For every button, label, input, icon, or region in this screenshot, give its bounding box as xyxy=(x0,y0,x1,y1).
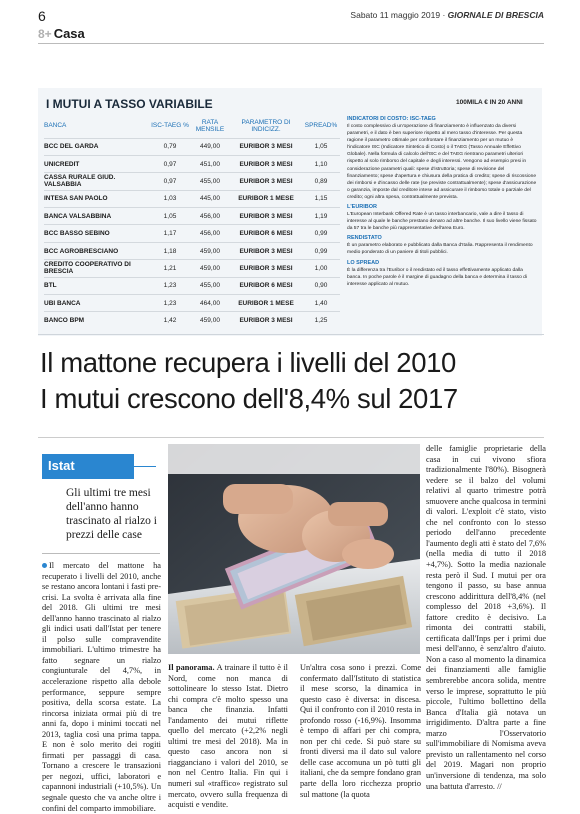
bank-name: BTL xyxy=(44,277,150,294)
monthly-payment-value: 451,00 xyxy=(190,155,230,172)
rates-panel-note: 100MILA € IN 20 ANNI xyxy=(456,99,523,106)
glossary-text: L'European Interbank Offered Rate è un tasso interbancario, vale a dire il tasso di interesse al quale le banche prestano denaro ad altre banche. Il suo livello viene fissato da 57 tra le banche più rappresentative dell'area Euro. xyxy=(347,212,537,232)
panel-divider xyxy=(38,334,544,335)
monthly-payment-value: 456,00 xyxy=(190,208,230,225)
article-column-2 xyxy=(168,663,288,811)
rates-table xyxy=(44,116,340,329)
bank-name: UBI BANCA xyxy=(44,295,150,312)
glossary-heading: LO SPREAD xyxy=(347,259,380,266)
bank-name: BCC AGROBRESCIANO xyxy=(44,242,150,259)
column-header-index-parameter: PARAMETRO DI INDICIZZ. xyxy=(241,118,291,133)
isc-taeg-value: 1,05 xyxy=(150,208,190,225)
rates-table-header xyxy=(44,116,340,138)
header-dateline xyxy=(350,10,544,20)
kicker-rule xyxy=(134,466,156,467)
summary-divider xyxy=(42,553,160,554)
glossary-text: È un parametro elaborato e pubblicato dalla Banca d'Italia. Rappresenta il rendimento medio ponderato di un paniere di titoli pubblici. xyxy=(347,243,533,256)
monthly-payment-value: 455,00 xyxy=(190,277,230,294)
isc-taeg-value: 1,18 xyxy=(150,242,190,259)
monthly-payment-value: 459,00 xyxy=(190,312,230,329)
glossary-heading: RENDISTATO xyxy=(347,235,382,242)
index-parameter-value: EURIBOR 3 MESI xyxy=(230,312,302,329)
isc-taeg-value: 1,42 xyxy=(150,312,190,329)
column-header-monthly-payment: RATA MENSILE xyxy=(195,118,225,133)
bank-name: BCC BASSO SEBINO xyxy=(44,225,150,242)
isc-taeg-value: 0,97 xyxy=(150,173,190,190)
article-column-3 xyxy=(300,663,421,800)
spread-value: 0,89 xyxy=(302,173,340,190)
table-row xyxy=(44,312,340,329)
spread-value: 0,99 xyxy=(302,242,340,259)
header-divider xyxy=(38,43,544,44)
monthly-payment-value: 459,00 xyxy=(190,242,230,259)
isc-taeg-value: 1,23 xyxy=(150,277,190,294)
glossary-text: È la differenza tra l'Euribor o il rendistato ed il tasso effettivamente applicato dalla banca. In poche parole è il margine di guadagno della banca e determina il tasso di interesse applicato al mutuo. xyxy=(347,267,527,287)
monthly-payment-value: 449,00 xyxy=(190,138,230,155)
index-parameter-value: EURIBOR 1 MESE xyxy=(230,190,302,207)
column-header-spread: SPREAD% xyxy=(304,122,338,130)
article-column-1 xyxy=(42,561,161,814)
article-photo xyxy=(168,444,420,654)
column-header-isc-taeg: ISC-TAEG % xyxy=(151,122,189,130)
index-parameter-value: EURIBOR 3 MESI xyxy=(230,155,302,172)
bank-name: BCC DEL GARDA xyxy=(44,138,150,155)
bullet-icon xyxy=(42,563,47,568)
index-parameter-value: EURIBOR 3 MESI xyxy=(230,173,302,190)
section-name: Casa xyxy=(53,26,85,41)
table-row xyxy=(44,242,340,259)
section-label xyxy=(38,26,85,41)
article-text: Un'altra cosa sono i prezzi. Come confermato dall'Istituto di statistica il mese scorso, la dinamica in questo caso è diversa: in discesa. Qui il confronto con il 2010 resta in profondo rosso (-16,9%). Insomma è tempo di affari per chi compra, non per chi cede. Si può stare su fronti diversi ma il dato sul valore delle case accomuna un pò tutti gli italiani, che da sempre fondano gran parte della loro ricchezza proprio sul mattone (la quota xyxy=(300,663,421,799)
glossary-text: Il costo complessivo di un'operazione di finanziamento è influenzato da diversi parametri, e il dato è ben superiore rispetto al mero tasso d'interesse. Per questa ragione il parametro ottimale per confrontare il finanziamento per un mutuo è l'indicatore ISC (Indicatore Sintetico di Costo) o il TAEG (Tasso Annuale Effettivo Globale). Nella formula di calcolo dell'ISC e del TAEG rientrano parametri ulteriori rispetto al solo rimborso del capitale e degli interessi. Vengono ad esempio presi in considerazione parametri quali: spese d'istruttoria; spese di revisione del finanziamento; spese d'apertura e chiusura della pratica di credito; spese di riscossione dei rimborsi e d'incasso delle rate (se previste contrattualmente); spese d'assicurazione o garanzia, imposte dal creditore intese ad assicurare il rimborso totale o parziale del credito; ogni altra spesa, contrattualmente prevista. xyxy=(347,124,537,200)
page-header xyxy=(0,0,580,40)
bank-name: CASSA RURALE GIUD. VALSABBIA xyxy=(44,173,150,190)
table-row xyxy=(44,208,340,225)
header-date: Sabato 11 maggio 2019 xyxy=(350,10,441,20)
bank-name: INTESA SAN PAOLO xyxy=(44,190,150,207)
index-parameter-value: EURIBOR 6 MESI xyxy=(230,225,302,242)
article-kicker: Istat xyxy=(48,458,75,473)
spread-value: 1,19 xyxy=(302,208,340,225)
index-parameter-value: EURIBOR 3 MESI xyxy=(230,260,302,277)
article-text: delle famiglie proprietarie della casa in cui vivono sfiora tradizionalmente l'80%). Bisognerà vedere se il balzo del volumi relativi al quarto trimestre potrà smuovere anche qualcosa in termini di valori. L'exploit c'è stato, visto che nel confronto con lo stesso periodo dell'anno precedente l'aumento degli atti è stato del 7,6% (nella media di tutto il 2018 +4,7%). Sotto la media nazionale resta però il Sud. I mutui per ora tengono il passo, su base annua crescono addirittura dell'8,4% (nel complesso del 2018 +3,6%). Il fattore credito è decisivo. La rimonta dei contratti stabili, certificata dall'Inps per i primi due mesi dell'anno, è senz'altro d'aiuto. Non a caso al momento la dinamica dei finanziamenti alle famiglie sembrerebbe ancora solida, mentre verso le imprese, soprattutto le più piccole, l'ultimo bollettino della Banca d'Italia già notava un irrigidimento. D'altra parte a fine marzo l'Osservatorio sull'immobiliare di Nomisma aveva previsto un rallentamento nel corso del 2019. Magari non proprio un'inversione di tendenza, ma solo una battuta d'arresto. xyxy=(426,444,546,791)
headline-divider xyxy=(38,437,544,438)
rates-panel-title: I MUTUI A TASSO VARIABILE xyxy=(46,97,213,111)
index-parameter-value: EURIBOR 3 MESI xyxy=(230,242,302,259)
bank-name: CREDITO COOPERATIVO DI BRESCIA xyxy=(44,260,150,277)
table-row xyxy=(44,225,340,242)
article-summary: Gli ultimi tre mesi dell'anno hanno trascinato al rialzo i prezzi delle case xyxy=(66,487,158,541)
article-column-4 xyxy=(426,444,546,792)
spread-value: 1,00 xyxy=(302,260,340,277)
column-header-bank: BANCA xyxy=(44,122,67,130)
headline-line-1: Il mattone recupera i livelli del 2010 xyxy=(40,347,456,378)
newspaper-name: GIORNALE DI BRESCIA xyxy=(447,10,544,20)
page-number: 6 xyxy=(38,8,46,24)
header-separator: · xyxy=(442,10,446,20)
table-row xyxy=(44,155,340,172)
euro-banknotes-photo xyxy=(168,444,420,654)
isc-taeg-value: 1,03 xyxy=(150,190,190,207)
index-parameter-value: EURIBOR 3 MESI xyxy=(230,208,302,225)
article-headline xyxy=(40,345,550,417)
glossary-heading: INDICATORI DI COSTO: ISC-TAEG xyxy=(347,116,436,122)
headline-line-2: I mutui crescono dell'8,4% sul 2017 xyxy=(40,383,458,414)
table-row xyxy=(44,295,340,312)
isc-taeg-value: 0,97 xyxy=(150,155,190,172)
table-row xyxy=(44,260,340,277)
rates-table-body xyxy=(44,138,340,329)
glossary-column xyxy=(347,116,537,288)
photo-caption-lead: Il panorama. xyxy=(168,663,215,672)
table-row xyxy=(44,190,340,207)
bank-name: BANCA VALSABBINA xyxy=(44,208,150,225)
index-parameter-value: EURIBOR 6 MESI xyxy=(230,277,302,294)
glossary-heading: L'EURIBOR xyxy=(347,204,378,211)
monthly-payment-value: 456,00 xyxy=(190,225,230,242)
spread-value: 1,15 xyxy=(302,190,340,207)
article-text: Il mercato del mattone ha recuperato i livelli del 2010, anche se restano ancora lontani i fasti pre-crisi. La svolta è arrivata alla fine del 2018. Gli ultimi tre mesi dell'anno hanno trascinato al rialzo gli indici usati dall'Istat per tenere il polso sulle compravendite immobiliari. L'ultimo trimestre ha fatto segnare un rialzo congiunturale del 4,7%, in accelerazione rispetto alla debole performance, seppure sempre positiva, della scorsa estate. La rincorsa iniziata ormai più di tre anni fa, dopo i minimi toccati nel 2013, taglia così una prima tappa. E non è solo merito dei rogiti firmati per passaggi di casa. Tornano a crescere le transazioni per negozi, uffici, laboratori e capannoni industriali (+10,5%). Un segnale questo che va anche oltre i confini del comparto immobiliare. xyxy=(42,561,161,813)
monthly-payment-value: 445,00 xyxy=(190,190,230,207)
spread-value: 0,90 xyxy=(302,277,340,294)
spread-value: 1,10 xyxy=(302,155,340,172)
monthly-payment-value: 455,00 xyxy=(190,173,230,190)
spread-value: 0,99 xyxy=(302,225,340,242)
section-logo: 8+ xyxy=(38,26,52,41)
table-row xyxy=(44,138,340,155)
table-row xyxy=(44,277,340,294)
article-text: A trainare il tutto è il Nord, come non manca di sottolineare lo stesso Istat. Dietro chi compra c'è molto spesso una banca che finanzia. Infatti l'andamento dei mutui riflette quello del mercato (+2,2% negli ultimi tre mesi del 2018). Ma in questo caso ancora non si riagganciano i valori del 2010, se non nel Centro Italia. Fin qui i numeri sul «traffico» registrato sul mercato, ovvero sulla frequenza di acquisti e vendite. xyxy=(168,663,288,810)
table-row xyxy=(44,173,340,190)
spread-value: 1,05 xyxy=(302,138,340,155)
monthly-payment-value: 459,00 xyxy=(190,260,230,277)
isc-taeg-value: 0,79 xyxy=(150,138,190,155)
index-parameter-value: EURIBOR 1 MESE xyxy=(230,295,302,312)
monthly-payment-value: 464,00 xyxy=(190,295,230,312)
article-end-mark: // xyxy=(497,781,502,791)
bank-name: UNICREDIT xyxy=(44,155,150,172)
index-parameter-value: EURIBOR 3 MESI xyxy=(230,138,302,155)
isc-taeg-value: 1,23 xyxy=(150,295,190,312)
isc-taeg-value: 1,21 xyxy=(150,260,190,277)
spread-value: 1,25 xyxy=(302,312,340,329)
isc-taeg-value: 1,17 xyxy=(150,225,190,242)
bank-name: BANCO BPM xyxy=(44,312,150,329)
spread-value: 1,40 xyxy=(302,295,340,312)
